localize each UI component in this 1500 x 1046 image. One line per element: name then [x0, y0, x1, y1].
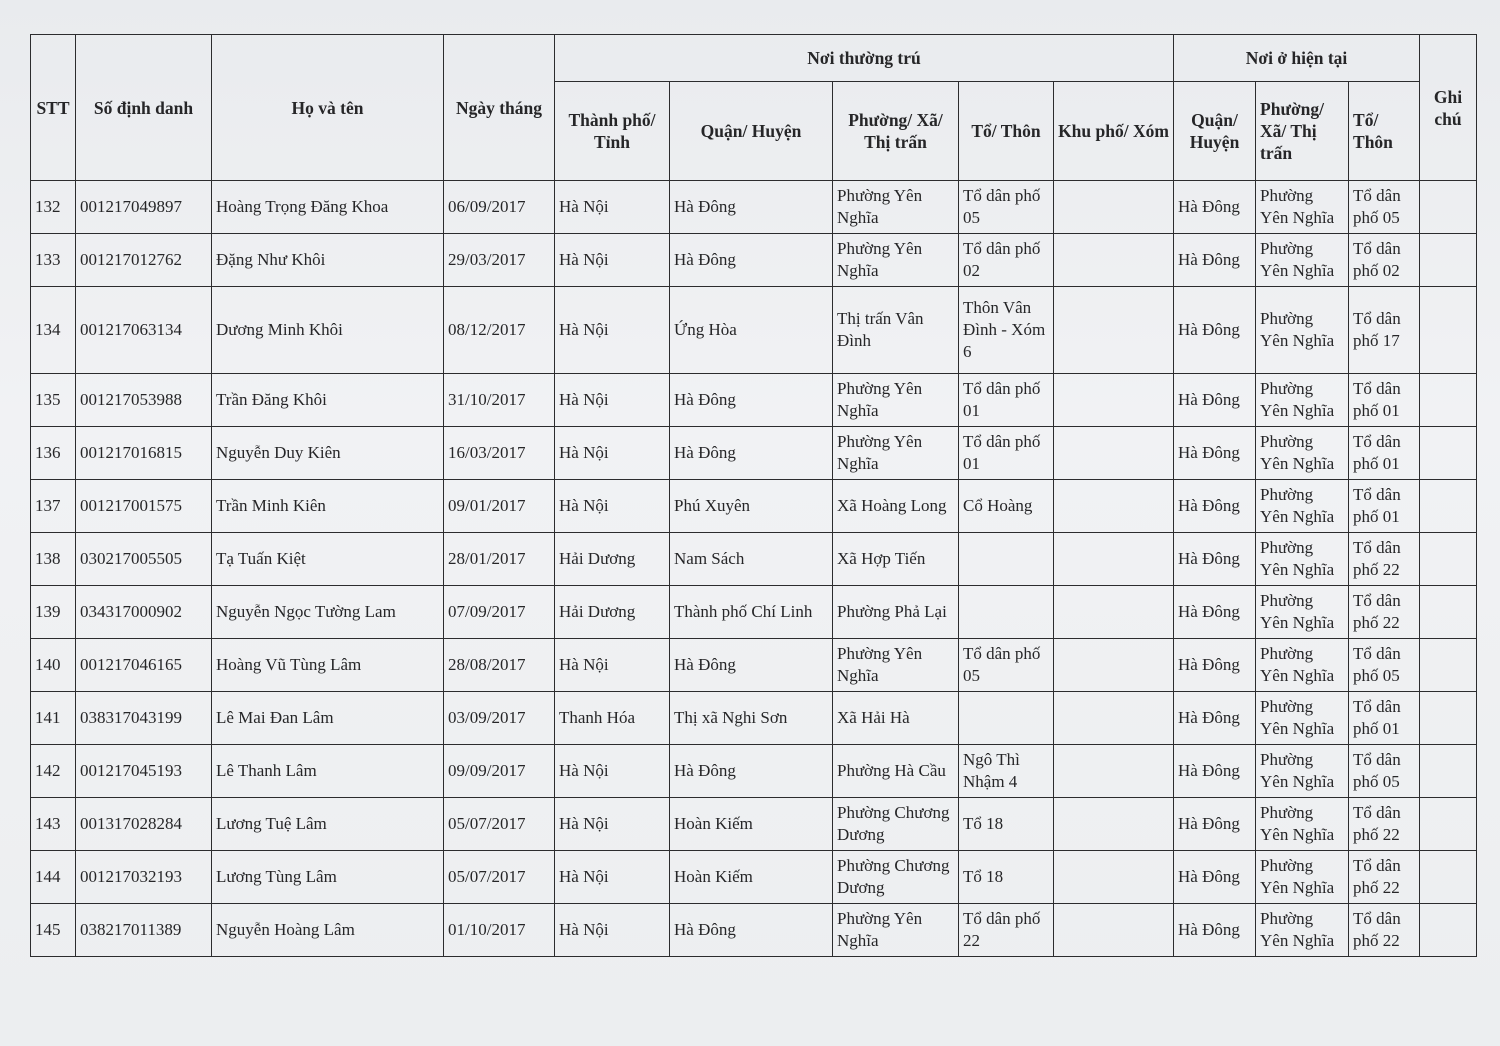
cell-hamlet	[1054, 427, 1174, 480]
cell-city: Hà Nội	[555, 798, 670, 851]
table-row	[31, 533, 1477, 586]
cell-name: Đặng Như Khôi	[212, 234, 444, 287]
cell-dob: 31/10/2017	[444, 374, 555, 427]
cell-district: Hà Đông	[670, 181, 833, 234]
cell-cur-ward: Phường Yên Nghĩa	[1256, 427, 1349, 480]
cell-hamlet	[1054, 745, 1174, 798]
cell-stt: 142	[31, 745, 76, 798]
cell-id: 001217063134	[76, 287, 212, 374]
cell-cur-ward: Phường Yên Nghĩa	[1256, 692, 1349, 745]
cell-id: 030217005505	[76, 533, 212, 586]
cell-id: 001217046165	[76, 639, 212, 692]
cell-note	[1420, 586, 1477, 639]
cell-stt: 134	[31, 287, 76, 374]
cell-cur-group: Tổ dân phố 01	[1349, 692, 1420, 745]
roster-body	[31, 181, 1477, 957]
cell-district: Hoàn Kiếm	[670, 798, 833, 851]
cell-ward: Xã Hải Hà	[833, 692, 959, 745]
cell-hamlet	[1054, 287, 1174, 374]
cell-cur-district: Hà Đông	[1174, 287, 1256, 374]
cell-cur-district: Hà Đông	[1174, 692, 1256, 745]
cell-dob: 05/07/2017	[444, 798, 555, 851]
cell-dob: 28/08/2017	[444, 639, 555, 692]
cell-name: Trần Đăng Khôi	[212, 374, 444, 427]
cell-ward: Phường Phả Lại	[833, 586, 959, 639]
cell-name: Trần Minh Kiên	[212, 480, 444, 533]
cell-id: 034317000902	[76, 586, 212, 639]
header-perm-district: Quận/ Huyện	[670, 82, 833, 181]
cell-id: 038217011389	[76, 904, 212, 957]
cell-city: Hà Nội	[555, 904, 670, 957]
cell-city: Hà Nội	[555, 639, 670, 692]
cell-group: Ngô Thì Nhậm 4	[959, 745, 1054, 798]
cell-id: 001217032193	[76, 851, 212, 904]
cell-name: Lê Mai Đan Lâm	[212, 692, 444, 745]
cell-note	[1420, 287, 1477, 374]
cell-district: Hoàn Kiếm	[670, 851, 833, 904]
cell-name: Hoàng Trọng Đăng Khoa	[212, 181, 444, 234]
cell-district: Phú Xuyên	[670, 480, 833, 533]
cell-stt: 133	[31, 234, 76, 287]
cell-group	[959, 586, 1054, 639]
cell-ward: Phường Hà Cầu	[833, 745, 959, 798]
cell-id: 001217045193	[76, 745, 212, 798]
cell-cur-group: Tổ dân phố 01	[1349, 480, 1420, 533]
table-row	[31, 639, 1477, 692]
cell-stt: 143	[31, 798, 76, 851]
cell-cur-district: Hà Đông	[1174, 639, 1256, 692]
cell-city: Hà Nội	[555, 851, 670, 904]
header-perm-group: Tổ/ Thôn	[959, 82, 1054, 181]
cell-cur-district: Hà Đông	[1174, 427, 1256, 480]
cell-ward: Phường Chương Dương	[833, 798, 959, 851]
cell-cur-ward: Phường Yên Nghĩa	[1256, 374, 1349, 427]
cell-group: Tổ dân phố 01	[959, 427, 1054, 480]
table-row	[31, 586, 1477, 639]
header-cur-district: Quận/ Huyện	[1174, 82, 1256, 181]
cell-dob: 05/07/2017	[444, 851, 555, 904]
cell-note	[1420, 639, 1477, 692]
cell-cur-ward: Phường Yên Nghĩa	[1256, 639, 1349, 692]
cell-hamlet	[1054, 798, 1174, 851]
cell-city: Hà Nội	[555, 427, 670, 480]
cell-cur-group: Tổ dân phố 22	[1349, 904, 1420, 957]
cell-cur-ward: Phường Yên Nghĩa	[1256, 287, 1349, 374]
header-perm-hamlet: Khu phố/ Xóm	[1054, 82, 1174, 181]
cell-note	[1420, 427, 1477, 480]
table-row	[31, 374, 1477, 427]
cell-cur-group: Tổ dân phố 01	[1349, 374, 1420, 427]
cell-note	[1420, 692, 1477, 745]
cell-id: 001217049897	[76, 181, 212, 234]
cell-district: Hà Đông	[670, 639, 833, 692]
cell-dob: 01/10/2017	[444, 904, 555, 957]
cell-dob: 28/01/2017	[444, 533, 555, 586]
cell-hamlet	[1054, 181, 1174, 234]
cell-stt: 141	[31, 692, 76, 745]
cell-cur-ward: Phường Yên Nghĩa	[1256, 533, 1349, 586]
cell-city: Hà Nội	[555, 181, 670, 234]
cell-hamlet	[1054, 586, 1174, 639]
cell-dob: 16/03/2017	[444, 427, 555, 480]
cell-stt: 145	[31, 904, 76, 957]
cell-ward: Thị trấn Vân Đình	[833, 287, 959, 374]
cell-city: Hà Nội	[555, 480, 670, 533]
cell-stt: 138	[31, 533, 76, 586]
cell-ward: Phường Chương Dương	[833, 851, 959, 904]
cell-city: Hà Nội	[555, 374, 670, 427]
cell-dob: 07/09/2017	[444, 586, 555, 639]
cell-stt: 140	[31, 639, 76, 692]
cell-cur-district: Hà Đông	[1174, 374, 1256, 427]
header-date-of-birth: Ngày tháng	[444, 35, 555, 181]
cell-group: Tổ dân phố 05	[959, 181, 1054, 234]
table-row	[31, 480, 1477, 533]
header-id-number: Số định danh	[76, 35, 212, 181]
cell-dob: 06/09/2017	[444, 181, 555, 234]
cell-city: Hà Nội	[555, 234, 670, 287]
cell-cur-district: Hà Đông	[1174, 234, 1256, 287]
cell-group: Thôn Vân Đình - Xóm 6	[959, 287, 1054, 374]
cell-ward: Phường Yên Nghĩa	[833, 639, 959, 692]
cell-id: 001317028284	[76, 798, 212, 851]
header-cur-ward: Phường/ Xã/ Thị trấn	[1256, 82, 1349, 181]
cell-cur-group: Tổ dân phố 22	[1349, 533, 1420, 586]
cell-note	[1420, 851, 1477, 904]
cell-hamlet	[1054, 234, 1174, 287]
cell-hamlet	[1054, 480, 1174, 533]
header-perm-city: Thành phố/ Tỉnh	[555, 82, 670, 181]
cell-hamlet	[1054, 639, 1174, 692]
cell-group: Tổ dân phố 05	[959, 639, 1054, 692]
header-note: Ghi chú	[1420, 35, 1477, 181]
header-stt: STT	[31, 35, 76, 181]
cell-district: Hà Đông	[670, 234, 833, 287]
cell-cur-ward: Phường Yên Nghĩa	[1256, 234, 1349, 287]
header-full-name: Họ và tên	[212, 35, 444, 181]
table-row	[31, 745, 1477, 798]
cell-stt: 139	[31, 586, 76, 639]
header-cur-group: Tổ/ Thôn	[1349, 82, 1420, 181]
table-row	[31, 181, 1477, 234]
cell-note	[1420, 234, 1477, 287]
cell-city: Hải Dương	[555, 533, 670, 586]
cell-group: Cổ Hoàng	[959, 480, 1054, 533]
cell-dob: 09/09/2017	[444, 745, 555, 798]
cell-note	[1420, 904, 1477, 957]
cell-cur-ward: Phường Yên Nghĩa	[1256, 851, 1349, 904]
cell-id: 001217053988	[76, 374, 212, 427]
cell-stt: 136	[31, 427, 76, 480]
cell-district: Thành phố Chí Linh	[670, 586, 833, 639]
cell-name: Dương Minh Khôi	[212, 287, 444, 374]
cell-name: Lương Tuệ Lâm	[212, 798, 444, 851]
cell-dob: 03/09/2017	[444, 692, 555, 745]
cell-ward: Xã Hoàng Long	[833, 480, 959, 533]
cell-hamlet	[1054, 533, 1174, 586]
cell-hamlet	[1054, 692, 1174, 745]
cell-ward: Xã Hợp Tiến	[833, 533, 959, 586]
cell-id: 001217001575	[76, 480, 212, 533]
header-permanent-residence: Nơi thường trú	[555, 35, 1174, 82]
cell-cur-group: Tổ dân phố 17	[1349, 287, 1420, 374]
cell-stt: 135	[31, 374, 76, 427]
cell-group: Tổ 18	[959, 798, 1054, 851]
table-row	[31, 234, 1477, 287]
cell-cur-group: Tổ dân phố 22	[1349, 798, 1420, 851]
cell-district: Ứng Hòa	[670, 287, 833, 374]
cell-ward: Phường Yên Nghĩa	[833, 374, 959, 427]
cell-cur-district: Hà Đông	[1174, 904, 1256, 957]
cell-cur-group: Tổ dân phố 05	[1349, 745, 1420, 798]
cell-name: Lương Tùng Lâm	[212, 851, 444, 904]
cell-stt: 137	[31, 480, 76, 533]
cell-group: Tổ 18	[959, 851, 1054, 904]
cell-group	[959, 692, 1054, 745]
student-roster-table	[30, 34, 1477, 957]
cell-cur-ward: Phường Yên Nghĩa	[1256, 586, 1349, 639]
cell-note	[1420, 798, 1477, 851]
cell-cur-group: Tổ dân phố 22	[1349, 586, 1420, 639]
cell-cur-ward: Phường Yên Nghĩa	[1256, 181, 1349, 234]
cell-cur-ward: Phường Yên Nghĩa	[1256, 480, 1349, 533]
cell-cur-group: Tổ dân phố 05	[1349, 181, 1420, 234]
cell-group: Tổ dân phố 22	[959, 904, 1054, 957]
cell-ward: Phường Yên Nghĩa	[833, 904, 959, 957]
cell-note	[1420, 181, 1477, 234]
cell-name: Hoàng Vũ Tùng Lâm	[212, 639, 444, 692]
cell-id: 001217016815	[76, 427, 212, 480]
cell-cur-district: Hà Đông	[1174, 533, 1256, 586]
cell-cur-group: Tổ dân phố 01	[1349, 427, 1420, 480]
cell-city: Hà Nội	[555, 745, 670, 798]
cell-note	[1420, 745, 1477, 798]
cell-district: Hà Đông	[670, 904, 833, 957]
cell-stt: 132	[31, 181, 76, 234]
table-row	[31, 904, 1477, 957]
table-row	[31, 427, 1477, 480]
table-row	[31, 287, 1477, 374]
cell-cur-district: Hà Đông	[1174, 586, 1256, 639]
cell-cur-district: Hà Đông	[1174, 851, 1256, 904]
cell-group: Tổ dân phố 01	[959, 374, 1054, 427]
cell-cur-group: Tổ dân phố 22	[1349, 851, 1420, 904]
cell-district: Thị xã Nghi Sơn	[670, 692, 833, 745]
cell-name: Nguyễn Duy Kiên	[212, 427, 444, 480]
cell-ward: Phường Yên Nghĩa	[833, 427, 959, 480]
cell-id: 001217012762	[76, 234, 212, 287]
cell-group: Tổ dân phố 02	[959, 234, 1054, 287]
cell-note	[1420, 480, 1477, 533]
cell-note	[1420, 533, 1477, 586]
table-row	[31, 692, 1477, 745]
cell-cur-ward: Phường Yên Nghĩa	[1256, 745, 1349, 798]
cell-name: Tạ Tuấn Kiệt	[212, 533, 444, 586]
cell-dob: 08/12/2017	[444, 287, 555, 374]
cell-city: Hải Dương	[555, 586, 670, 639]
cell-ward: Phường Yên Nghĩa	[833, 234, 959, 287]
cell-city: Hà Nội	[555, 287, 670, 374]
cell-hamlet	[1054, 904, 1174, 957]
header-current-residence: Nơi ở hiện tại	[1174, 35, 1420, 82]
cell-cur-ward: Phường Yên Nghĩa	[1256, 798, 1349, 851]
header-perm-ward: Phường/ Xã/ Thị trấn	[833, 82, 959, 181]
cell-dob: 09/01/2017	[444, 480, 555, 533]
cell-cur-group: Tổ dân phố 05	[1349, 639, 1420, 692]
cell-district: Hà Đông	[670, 427, 833, 480]
cell-id: 038317043199	[76, 692, 212, 745]
cell-cur-district: Hà Đông	[1174, 798, 1256, 851]
cell-hamlet	[1054, 851, 1174, 904]
cell-group	[959, 533, 1054, 586]
cell-name: Nguyễn Ngọc Tường Lam	[212, 586, 444, 639]
table-row	[31, 851, 1477, 904]
table-row	[31, 798, 1477, 851]
cell-dob: 29/03/2017	[444, 234, 555, 287]
cell-cur-district: Hà Đông	[1174, 480, 1256, 533]
cell-district: Hà Đông	[670, 374, 833, 427]
cell-cur-group: Tổ dân phố 02	[1349, 234, 1420, 287]
cell-stt: 144	[31, 851, 76, 904]
cell-cur-district: Hà Đông	[1174, 745, 1256, 798]
cell-name: Lê Thanh Lâm	[212, 745, 444, 798]
cell-ward: Phường Yên Nghĩa	[833, 181, 959, 234]
cell-district: Nam Sách	[670, 533, 833, 586]
cell-cur-district: Hà Đông	[1174, 181, 1256, 234]
cell-note	[1420, 374, 1477, 427]
cell-cur-ward: Phường Yên Nghĩa	[1256, 904, 1349, 957]
cell-city: Thanh Hóa	[555, 692, 670, 745]
cell-hamlet	[1054, 374, 1174, 427]
cell-name: Nguyễn Hoàng Lâm	[212, 904, 444, 957]
cell-district: Hà Đông	[670, 745, 833, 798]
